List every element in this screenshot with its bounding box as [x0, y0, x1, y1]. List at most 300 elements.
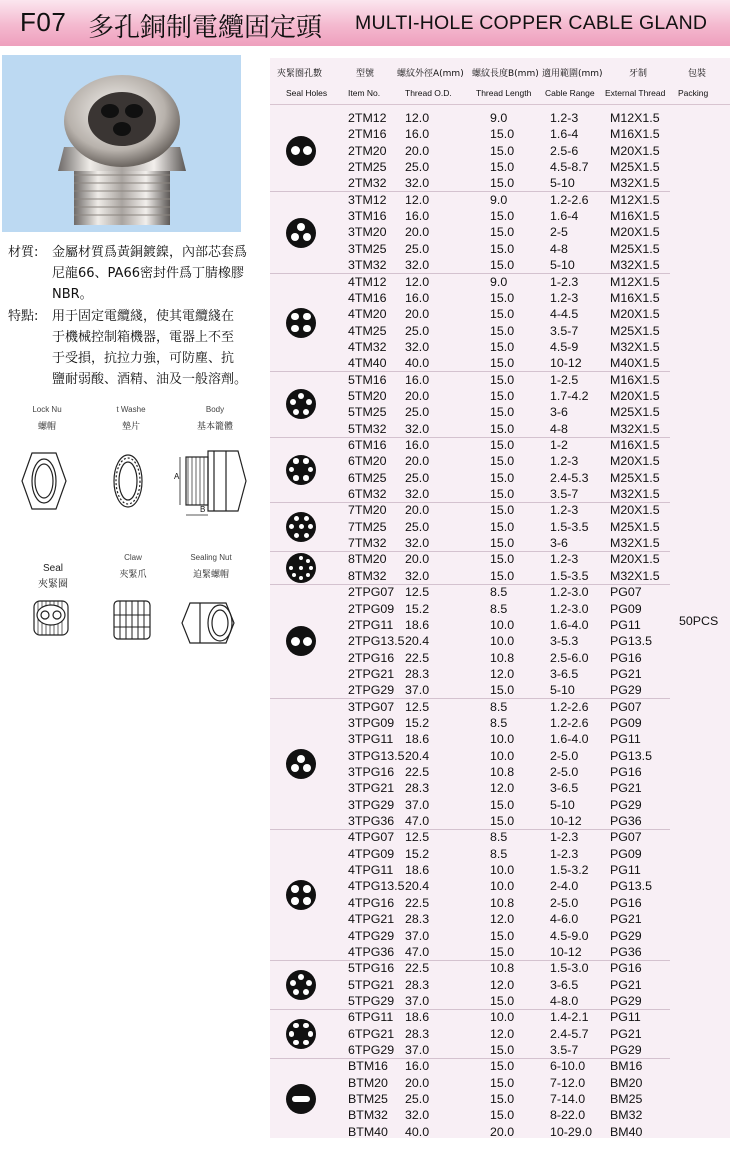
thread-length-cell: 15.0 [490, 209, 515, 224]
cable-range-cell: 2-5 [550, 225, 568, 240]
item-no-cell: 3TPG09 [348, 715, 395, 730]
thread-od-cell: 16.0 [405, 372, 430, 387]
header-thread-length-en: Thread Length [476, 88, 532, 98]
item-no-cell: 7TM20 [348, 503, 387, 518]
item-no-cell: 3TPG36 [348, 814, 395, 829]
external-thread-cell: PG29 [610, 928, 642, 943]
item-no-cell: BTM16 [348, 1059, 388, 1074]
cable-range-cell: 4.5-9 [550, 339, 579, 354]
washer-label-cn: 墊片 [121, 422, 140, 432]
thread-length-cell: 15.0 [490, 928, 515, 943]
cable-range-cell: 4-8 [550, 241, 568, 256]
thread-length-cell: 15.0 [490, 552, 515, 567]
external-thread-cell: PG21 [610, 781, 642, 796]
item-no-cell: 6TM16 [348, 438, 387, 452]
external-thread-cell: PG13.5 [610, 748, 653, 763]
cable-range-cell: 4-8.0 [550, 993, 579, 1008]
thread-length-cell: 9.0 [490, 274, 508, 289]
thread-od-cell: 28.3 [405, 912, 430, 927]
thread-od-cell: 20.4 [405, 634, 430, 649]
thread-od-cell: 32.0 [405, 1108, 430, 1123]
thread-od-cell: 20.0 [405, 503, 430, 518]
external-thread-cell: PG16 [610, 765, 642, 779]
thread-length-cell: 10.0 [490, 617, 515, 632]
product-code: F07 [20, 7, 67, 37]
cable-range-cell: 5-10 [550, 683, 575, 698]
thread-od-cell: 20.0 [405, 143, 430, 158]
thread-length-cell: 15.0 [490, 372, 515, 387]
thread-length-cell: 15.0 [490, 225, 515, 240]
thread-od-cell: 20.4 [405, 748, 430, 763]
external-thread-cell: PG13.5 [610, 634, 653, 649]
thread-od-cell: 25.0 [405, 519, 430, 534]
thread-length-cell: 15.0 [490, 797, 515, 812]
thread-od-cell: 25.0 [405, 470, 430, 485]
external-thread-cell: PG29 [610, 1042, 642, 1057]
thread-length-cell: 15.0 [490, 258, 515, 273]
item-no-cell: 5TM32 [348, 421, 387, 436]
thread-od-cell: 15.2 [405, 601, 430, 616]
thread-od-cell: 25.0 [405, 1092, 430, 1106]
cable-range-cell: 1.6-4 [550, 127, 579, 142]
cable-range-cell: 3-6 [550, 405, 568, 420]
thread-od-cell: 32.0 [405, 536, 430, 551]
thread-length-cell: 12.0 [490, 781, 515, 796]
cable-range-cell: 3.5-7 [550, 1042, 579, 1057]
cable-range-cell: 1.2-2.6 [550, 715, 589, 730]
external-thread-cell: M12X1.5 [610, 274, 660, 289]
thread-length-cell: 15.0 [490, 944, 515, 959]
cable-range-cell: 4-8 [550, 421, 568, 436]
external-thread-cell: BM16 [610, 1059, 643, 1074]
cable-range-cell: 1.6-4 [550, 209, 579, 224]
item-no-cell: 4TM20 [348, 307, 387, 322]
header-packing-en: Packing [678, 88, 709, 98]
thread-od-cell: 32.0 [405, 176, 430, 191]
external-thread-cell: PG29 [610, 993, 642, 1008]
title-banner [0, 0, 730, 46]
thread-od-cell: 16.0 [405, 1059, 430, 1074]
header-divider [270, 104, 730, 105]
thread-length-cell: 15.0 [490, 1108, 515, 1123]
external-thread-cell: M32X1.5 [610, 339, 660, 354]
header-seal-holes-en: Seal Holes [286, 88, 328, 98]
thread-od-cell: 20.4 [405, 879, 430, 894]
cable-range-cell: 6-10.0 [550, 1059, 586, 1074]
thread-od-cell: 16.0 [405, 290, 430, 305]
item-no-cell: 8TM32 [348, 568, 387, 583]
thread-od-cell: 40.0 [405, 356, 430, 371]
cable-range-cell: 3-5.3 [550, 634, 579, 649]
header-packing-zh: 包裝 [688, 69, 707, 79]
external-thread-cell: PG11 [610, 732, 641, 747]
seal-label-cn: 夾緊圈 [38, 579, 68, 590]
external-thread-cell: M25X1.5 [610, 519, 660, 534]
external-thread-cell: PG07 [610, 699, 642, 714]
cable-range-cell: 2.4-5.3 [550, 470, 589, 485]
external-thread-cell: M16X1.5 [610, 372, 660, 387]
six-hole-seal-icon [286, 1019, 316, 1049]
item-no-cell: 5TM16 [348, 372, 387, 387]
cable-range-cell: 3.5-7 [550, 487, 579, 502]
cable-range-cell: 3-6 [550, 536, 568, 551]
item-no-cell: 4TPG21 [348, 912, 395, 927]
item-no-cell: 7TM25 [348, 519, 387, 534]
thread-od-cell: 16.0 [405, 209, 430, 224]
thread-od-cell: 32.0 [405, 339, 430, 354]
item-no-cell: BTM32 [348, 1108, 388, 1123]
item-no-cell: 2TPG29 [348, 683, 395, 698]
cable-range-cell: 1.2-3 [550, 503, 579, 518]
thread-od-cell: 32.0 [405, 487, 430, 502]
external-thread-cell: PG21 [610, 977, 642, 992]
thread-length-cell: 15.0 [490, 388, 515, 403]
cable-gland-photo-icon [2, 55, 241, 232]
thread-od-cell: 18.6 [405, 863, 430, 878]
thread-od-cell: 25.0 [405, 160, 430, 175]
cable-range-cell: 4.5-8.7 [550, 160, 589, 175]
thread-length-cell: 12.0 [490, 977, 515, 992]
header-thread-od-en: Thread O.D. [405, 88, 452, 98]
thread-length-cell: 10.0 [490, 634, 515, 649]
external-thread-cell: PG11 [610, 1010, 641, 1025]
item-no-cell: 4TM12 [348, 274, 387, 289]
external-thread-cell: M32X1.5 [610, 176, 660, 191]
thread-od-cell: 37.0 [405, 683, 430, 698]
item-no-cell: 6TPG11 [348, 1010, 394, 1025]
header-thread-zh: 牙制 [629, 69, 648, 79]
item-no-cell: 5TM20 [348, 388, 387, 403]
cable-range-cell: 1.6-4.0 [550, 732, 589, 747]
packing-value: 50PCS [679, 614, 719, 628]
item-no-cell: 2TM12 [348, 111, 387, 125]
item-no-cell: 3TM32 [348, 258, 387, 273]
thread-od-cell: 25.0 [405, 405, 430, 420]
thread-od-cell: 16.0 [405, 438, 430, 452]
cable-range-cell: 5-10 [550, 176, 575, 191]
external-thread-cell: PG16 [610, 650, 642, 665]
external-thread-cell: BM32 [610, 1108, 643, 1123]
external-thread-cell: PG07 [610, 830, 642, 845]
thread-od-cell: 15.2 [405, 715, 430, 730]
cable-range-cell: 7-14.0 [550, 1092, 586, 1106]
thread-od-cell: 22.5 [405, 650, 430, 665]
cable-range-cell: 1.5-3.2 [550, 863, 589, 878]
header-cable-range-en: Cable Range [545, 88, 595, 98]
thread-od-cell: 28.3 [405, 977, 430, 992]
thread-length-cell: 15.0 [490, 160, 515, 175]
item-no-cell: 3TPG11 [348, 732, 394, 747]
external-thread-cell: PG09 [610, 846, 642, 861]
thread-length-cell: 9.0 [490, 111, 508, 125]
washer-label-en: t Washe [116, 405, 146, 414]
product-photo [2, 55, 241, 232]
thread-length-cell: 15.0 [490, 307, 515, 322]
header-cable-range-zh: 適用範圍(mm) [542, 69, 603, 79]
item-no-cell: 6TM32 [348, 487, 387, 502]
thread-length-cell: 8.5 [490, 846, 508, 861]
thread-length-cell: 15.0 [490, 568, 515, 583]
item-no-cell: 4TPG29 [348, 928, 395, 943]
header-thread-od-zh: 螺紋外徑A(mm) [397, 69, 464, 79]
seal-label-en: Seal [42, 563, 63, 574]
external-thread-cell: BM40 [610, 1124, 643, 1139]
cable-range-cell: 1.2-3 [550, 290, 579, 305]
header-seal-holes-zh: 夾緊圈孔數 [277, 69, 323, 79]
external-thread-cell: M20X1.5 [610, 552, 660, 567]
thread-length-cell: 10.8 [490, 895, 515, 910]
external-thread-cell: PG29 [610, 683, 642, 698]
item-no-cell: 3TM16 [348, 209, 387, 224]
thread-length-cell: 15.0 [490, 683, 515, 698]
thread-length-cell: 10.8 [490, 765, 515, 779]
thread-length-cell: 15.0 [490, 1092, 515, 1106]
item-no-cell: 6TPG21 [348, 1026, 395, 1041]
item-no-cell: 3TPG29 [348, 797, 395, 812]
external-thread-cell: M16X1.5 [610, 438, 660, 452]
thread-length-cell: 15.0 [490, 127, 515, 142]
thread-od-cell: 40.0 [405, 1124, 430, 1139]
item-no-cell: 4TM40 [348, 356, 387, 371]
item-no-cell: 6TM25 [348, 470, 387, 485]
thread-length-cell: 10.0 [490, 732, 515, 747]
five-hole-seal-icon [286, 970, 316, 1000]
item-no-cell: 2TPG11 [348, 617, 394, 632]
external-thread-cell: BM20 [610, 1075, 643, 1090]
item-no-cell: 4TPG16 [348, 895, 395, 910]
item-no-cell: 3TM20 [348, 225, 387, 240]
thread-length-cell: 10.0 [490, 1010, 515, 1025]
external-thread-cell: M25X1.5 [610, 470, 660, 485]
external-thread-cell: M20X1.5 [610, 388, 660, 403]
cable-range-cell: 10-29.0 [550, 1124, 593, 1139]
cable-range-cell: 1.7-4.2 [550, 388, 589, 403]
item-no-cell: 2TPG09 [348, 601, 395, 616]
cable-range-cell: 1-2.3 [550, 274, 579, 289]
item-no-cell: 5TPG29 [348, 993, 395, 1008]
feature-spec: 特點: 用于固定電纜綫，使其電纜綫在 于機械控制箱機器，電器上不至 于受損，抗拉力強，可防塵、抗 鹽耐弱酸、酒精、油及一般溶劑。 [8, 309, 248, 387]
sealnut-label-en: Sealing Nut [190, 553, 232, 562]
thread-od-cell: 25.0 [405, 241, 430, 256]
thread-od-cell: 37.0 [405, 1042, 430, 1057]
thread-length-cell: 8.5 [490, 715, 508, 730]
cable-range-cell: 2-5.0 [550, 765, 579, 779]
eight-hole-seal-icon [286, 553, 316, 583]
cable-range-cell: 1-2.3 [550, 846, 579, 861]
thread-length-cell: 15.0 [490, 421, 515, 436]
cable-range-cell: 2.5-6 [550, 143, 579, 158]
external-thread-cell: PG36 [610, 944, 642, 959]
item-no-cell: 2TPG21 [348, 666, 395, 681]
header-item-no-en: Item No. [348, 88, 381, 98]
external-thread-cell: M20X1.5 [610, 503, 660, 518]
external-thread-cell: M40X1.5 [610, 356, 660, 371]
bottom-parts-drawing [0, 593, 270, 649]
thread-od-cell: 12.5 [405, 585, 430, 600]
four-hole-seal-icon [286, 880, 316, 910]
external-thread-cell: M12X1.5 [610, 192, 660, 207]
thread-length-cell: 15.0 [490, 143, 515, 158]
thread-length-cell: 12.0 [490, 666, 515, 681]
external-thread-cell: PG09 [610, 601, 642, 616]
dimension-b-label: B [200, 505, 206, 514]
cable-range-cell: 1.4-2.1 [550, 1010, 589, 1025]
cable-range-cell: 10-12 [550, 356, 582, 371]
item-no-cell: 2TM32 [348, 176, 387, 191]
cable-range-cell: 1.2-2.6 [550, 699, 589, 714]
external-thread-cell: PG13.5 [610, 879, 653, 894]
cable-range-cell: 3.5-7 [550, 323, 579, 338]
item-no-cell: 4TM32 [348, 339, 387, 354]
thread-od-cell: 18.6 [405, 1010, 430, 1025]
external-thread-cell: PG09 [610, 715, 642, 730]
thread-od-cell: 32.0 [405, 258, 430, 273]
material-spec: 材質: 金屬材質爲黃銅鍍鎳，內部芯套爲 尼龍66、PA66密封件爲丁腈橡膠 NBR。 [8, 245, 248, 302]
two-hole-seal-icon [286, 136, 316, 166]
thread-od-cell: 18.6 [405, 732, 430, 747]
cable-range-cell: 5-10 [550, 258, 575, 273]
thread-od-cell: 16.0 [405, 127, 430, 142]
locknut-label-cn: 螺帽 [37, 422, 56, 432]
item-no-cell: 2TM20 [348, 143, 387, 158]
top-parts-drawing [0, 443, 270, 523]
thread-od-cell: 15.2 [405, 846, 430, 861]
thread-od-cell: 28.3 [405, 1026, 430, 1041]
cable-range-cell: 10-12 [550, 944, 582, 959]
thread-length-cell: 15.0 [490, 405, 515, 420]
external-thread-cell: M20X1.5 [610, 454, 660, 469]
thread-od-cell: 37.0 [405, 993, 430, 1008]
item-no-cell: 2TPG13.5 [348, 634, 405, 649]
cable-range-cell: 5-10 [550, 797, 575, 812]
thread-length-cell: 9.0 [490, 192, 508, 207]
item-no-cell: 3TPG07 [348, 699, 395, 714]
thread-od-cell: 20.0 [405, 454, 430, 469]
thread-od-cell: 20.0 [405, 388, 430, 403]
external-thread-cell: M16X1.5 [610, 127, 660, 142]
external-thread-cell: M16X1.5 [610, 209, 660, 224]
three-hole-seal-icon [286, 218, 316, 248]
item-no-cell: 3TPG13.5 [348, 748, 405, 763]
item-no-cell: 5TPG21 [348, 977, 395, 992]
six-hole-seal-icon [286, 455, 316, 485]
external-thread-cell: M12X1.5 [610, 111, 660, 125]
thread-length-cell: 15.0 [490, 503, 515, 518]
item-no-cell: 8TM20 [348, 552, 387, 567]
thread-length-cell: 10.0 [490, 863, 515, 878]
item-no-cell: 5TPG16 [348, 961, 395, 976]
thread-od-cell: 12.5 [405, 830, 430, 845]
external-thread-cell: M32X1.5 [610, 568, 660, 583]
title-english: MULTI-HOLE COPPER CABLE GLAND [355, 12, 708, 34]
thread-od-cell: 25.0 [405, 323, 430, 338]
item-no-cell: 3TM25 [348, 241, 387, 256]
external-thread-cell: PG16 [610, 961, 642, 976]
thread-length-cell: 15.0 [490, 993, 515, 1008]
thread-length-cell: 10.0 [490, 748, 515, 763]
cable-range-cell: 1.5-3.0 [550, 961, 589, 976]
thread-length-cell: 15.0 [490, 536, 515, 551]
thread-length-cell: 20.0 [490, 1124, 515, 1139]
item-no-cell: 3TM12 [348, 192, 387, 207]
thread-od-cell: 12.0 [405, 111, 430, 125]
item-no-cell: 4TPG36 [348, 944, 395, 959]
item-no-cell: 7TM32 [348, 536, 387, 551]
thread-od-cell: 37.0 [405, 928, 430, 943]
thread-length-cell: 12.0 [490, 1026, 515, 1041]
parts-diagram [0, 395, 270, 655]
external-thread-cell: PG21 [610, 912, 642, 927]
external-thread-cell: PG21 [610, 666, 642, 681]
cable-range-cell: 4.5-9.0 [550, 928, 589, 943]
cable-range-cell: 1.2-3 [550, 454, 579, 469]
header-external-thread-en: External Thread [605, 88, 666, 98]
thread-length-cell: 15.0 [490, 323, 515, 338]
external-thread-cell: M25X1.5 [610, 241, 660, 256]
claw-label-en: Claw [124, 553, 142, 562]
item-no-cell: 4TPG11 [348, 863, 394, 878]
thread-length-cell: 15.0 [490, 1042, 515, 1057]
thread-od-cell: 20.0 [405, 552, 430, 567]
external-thread-cell: M32X1.5 [610, 421, 660, 436]
thread-length-cell: 15.0 [490, 519, 515, 534]
item-no-cell: 4TPG09 [348, 846, 395, 861]
item-no-cell: 5TM25 [348, 405, 387, 420]
body-label-en: Body [205, 405, 225, 414]
thread-od-cell: 22.5 [405, 765, 430, 779]
three-hole-seal-icon [286, 749, 316, 779]
thread-length-cell: 8.5 [490, 585, 508, 600]
cable-range-cell: 1-2 [550, 438, 568, 452]
thread-od-cell: 20.0 [405, 1075, 430, 1090]
header-item-no-zh: 型號 [356, 69, 375, 79]
thread-od-cell: 32.0 [405, 568, 430, 583]
cable-range-cell: 1.2-3 [550, 111, 579, 125]
cable-range-cell: 1.2-3 [550, 552, 579, 567]
external-thread-cell: M25X1.5 [610, 160, 660, 175]
item-no-cell: 6TM20 [348, 454, 387, 469]
cable-range-cell: 2-5.0 [550, 748, 579, 763]
thread-length-cell: 8.5 [490, 699, 508, 714]
thread-od-cell: 18.6 [405, 617, 430, 632]
thread-length-cell: 15.0 [490, 356, 515, 371]
item-no-cell: 2TPG16 [348, 650, 395, 665]
cable-range-cell: 1.5-3.5 [550, 568, 589, 583]
external-thread-cell: M20X1.5 [610, 307, 660, 322]
thread-length-cell: 10.8 [490, 650, 515, 665]
four-hole-seal-icon [286, 308, 316, 338]
item-no-cell: BTM25 [348, 1092, 388, 1106]
sealnut-label-cn: 迫緊螺帽 [192, 570, 229, 580]
thread-od-cell: 12.5 [405, 699, 430, 714]
thread-length-cell: 15.0 [490, 470, 515, 485]
cable-range-cell: 3-6.5 [550, 977, 579, 992]
thread-od-cell: 47.0 [405, 814, 430, 829]
cable-range-cell: 4-4.5 [550, 307, 579, 322]
item-no-cell: 4TM16 [348, 290, 387, 305]
thread-length-cell: 15.0 [490, 1075, 515, 1090]
thread-length-cell: 8.5 [490, 601, 508, 616]
locknut-label-en: Lock Nu [32, 405, 62, 414]
thread-length-cell: 15.0 [490, 176, 515, 191]
cable-range-cell: 2.4-5.7 [550, 1026, 589, 1041]
cable-range-cell: 3-6.5 [550, 781, 579, 796]
external-thread-cell: M32X1.5 [610, 487, 660, 502]
external-thread-cell: PG36 [610, 814, 642, 829]
thread-length-cell: 15.0 [490, 339, 515, 354]
thread-length-cell: 10.8 [490, 961, 515, 976]
cable-range-cell: 2.5-6.0 [550, 650, 589, 665]
